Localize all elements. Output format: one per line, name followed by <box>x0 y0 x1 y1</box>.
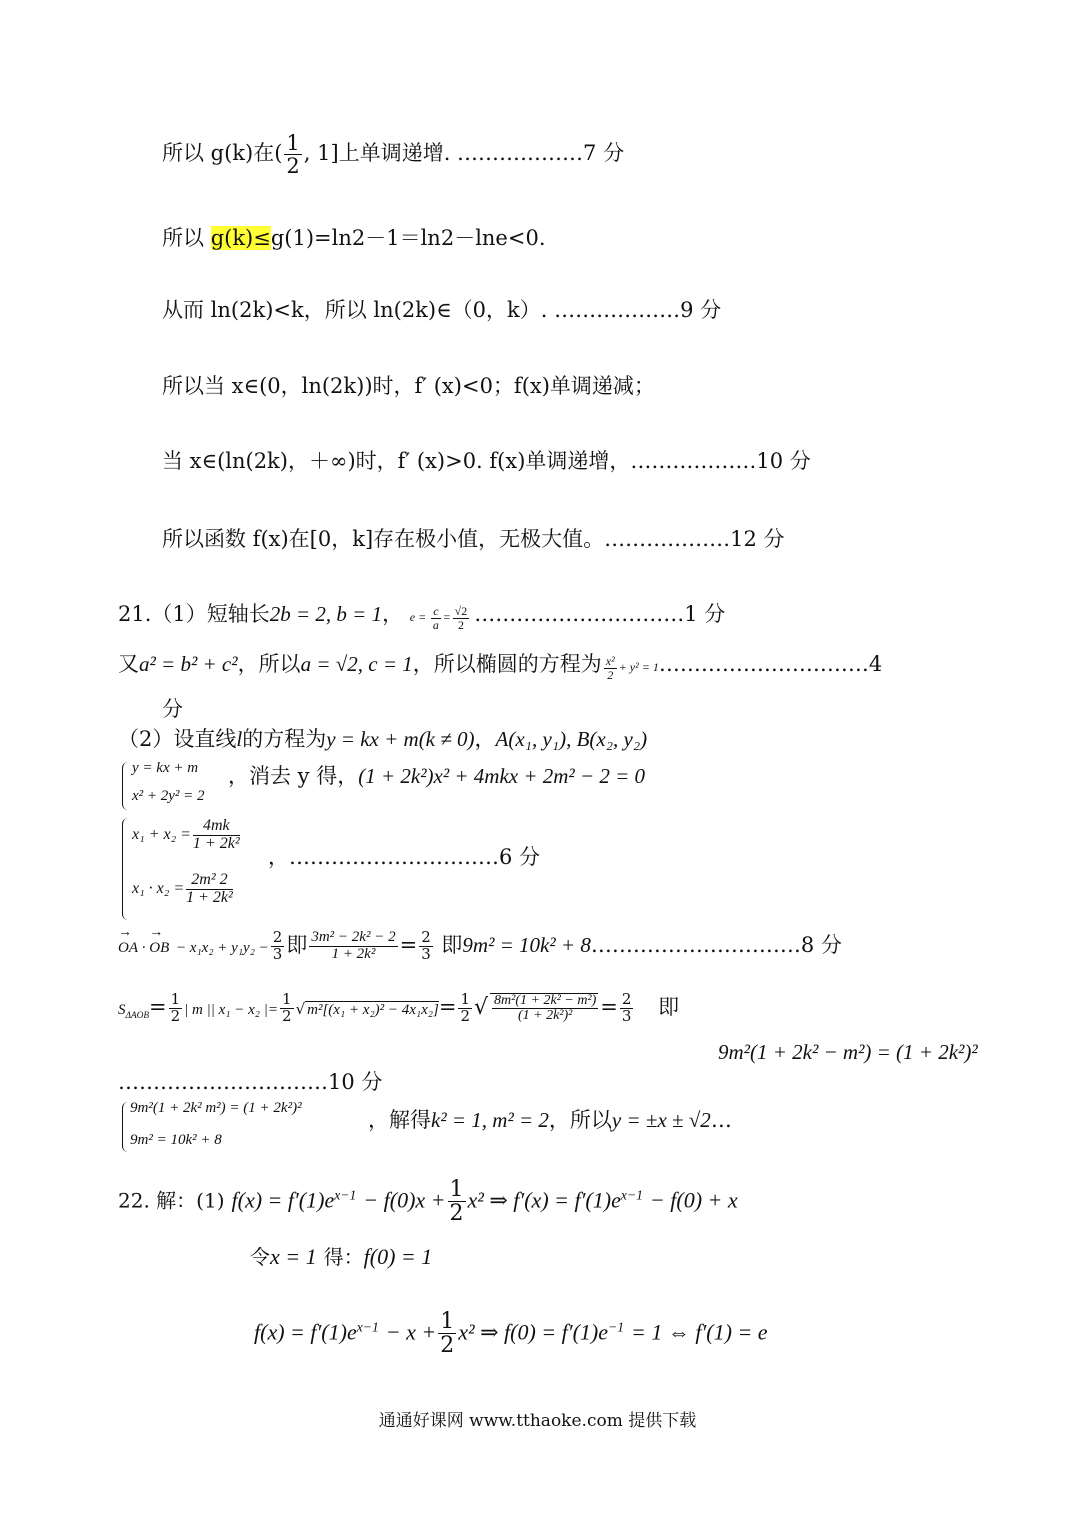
frac-num: 8m²(1 + 2k² − m²) <box>494 992 597 1008</box>
q21-math-b: 2b = 2, b = 1 <box>269 602 383 626</box>
frac-num: 3m² − 2k² − 2 <box>311 929 396 945</box>
frac-den: (1 + 2k²)² <box>517 1008 573 1024</box>
q21-part1-line2 <box>118 650 882 681</box>
q21-part1-line <box>118 600 725 631</box>
ellipse-equation <box>602 654 659 682</box>
frac-den: 1 + 2k² <box>331 945 376 962</box>
dot-mid: − x₁x₂ + y₁y₂ − <box>175 939 269 956</box>
text-line-6: 所以函数 f(x)在[0，k]存在极小值，无极大值。………………12 分 <box>162 527 785 551</box>
text: ，所以椭圆的方程为 <box>412 652 602 676</box>
frac-den: 1 + 2k² <box>186 888 233 906</box>
brace-system-2 <box>122 818 131 920</box>
frac-den: 2 <box>440 1333 455 1359</box>
eq: = <box>149 994 167 1019</box>
expr: f(x) = f′(1)e <box>254 1319 357 1345</box>
exponent: x−1 <box>620 1187 643 1203</box>
expr: = 1 ⇔ f′(1) = e <box>631 1319 768 1345</box>
e-label: e = <box>409 610 427 624</box>
score-4-cont: 分 <box>162 697 183 721</box>
ji: 即 <box>658 994 680 1019</box>
frac-den: 2 <box>460 1006 471 1025</box>
frac-den: 3 <box>421 944 431 963</box>
frac-num: 1 <box>282 990 292 1008</box>
text-line-5: 当 x∈(ln(2k)，＋∞)时，f′ (x)>0. f(x)单调递增，………………10 分 <box>162 449 811 473</box>
frac-num: 1 <box>460 990 471 1008</box>
frac-num: 2 <box>421 928 431 946</box>
root2-over-2 <box>453 605 470 631</box>
lhs: x₁ + x₂ = <box>132 825 191 843</box>
expr: f(x) = f′(1)e <box>231 1187 335 1213</box>
score-1: …………………………1 分 <box>474 602 726 626</box>
sys1-row1: y = kx + m <box>132 760 199 776</box>
sys1-result <box>228 762 645 790</box>
text-line-3: 从而 ln(2k)<k，所以 ln(2k)∈（0，k）. ………………9 分 <box>162 298 722 322</box>
text: ，所以 <box>548 1108 612 1132</box>
expr: − x + <box>385 1319 437 1345</box>
highlighted-text: g(k)≤ <box>210 226 271 250</box>
exponent: x−1 <box>356 1319 379 1335</box>
sys1-row2: x² + 2y² = 2 <box>132 788 205 804</box>
score-10: …………………………10 分 <box>118 1070 383 1094</box>
area-lhs <box>118 1001 150 1021</box>
sys3-row2: 9m² = 10k² + 8 <box>130 1132 222 1148</box>
q22-line3 <box>254 1310 768 1357</box>
sys3-result <box>368 1106 732 1134</box>
eq: = <box>399 932 418 957</box>
eccentricity-formula <box>409 604 474 632</box>
text-line-1 <box>162 132 624 177</box>
comma: ， <box>474 727 496 751</box>
expr: − f(0)x + <box>363 1187 446 1213</box>
points-ab: A(x₁, y₁), B(x₂, y₂) <box>495 727 648 751</box>
ji: 即 <box>286 932 308 957</box>
lead: （2）设直线 <box>118 727 237 751</box>
s-sub: ΔAOB <box>125 1010 150 1021</box>
abs: | m || x₁ − x₂ |= <box>184 1001 279 1018</box>
frac-num: 2 <box>621 990 632 1008</box>
oa-ob: → OA · → OB <box>118 940 169 956</box>
frac-den: 2 <box>457 617 464 632</box>
text: 令 <box>250 1245 270 1269</box>
q22-line2 <box>250 1243 432 1272</box>
score-8: …………………………8 分 <box>590 932 842 957</box>
frac-den: 1 + 2k² <box>192 834 240 852</box>
text: ，解得 <box>368 1108 431 1132</box>
text-line-2 <box>162 224 546 252</box>
x-eq-1: x = 1 <box>270 1244 317 1269</box>
text: ，消去 y 得， <box>228 764 359 788</box>
text: 得： <box>323 1245 364 1269</box>
q21-lead: 21.（1）短轴长 <box>118 602 270 626</box>
s: S <box>118 1001 126 1018</box>
frac-den: a <box>432 617 439 632</box>
frac-num: 1 <box>286 131 300 155</box>
frac-den: 2 <box>170 1006 181 1025</box>
frac-den: 2 <box>286 154 300 179</box>
frac-num: 1 <box>440 1309 455 1334</box>
expr: x² ⇒ f(0) = f′(1)e <box>458 1319 608 1345</box>
q21-part2-line <box>118 725 647 753</box>
quadratic: (1 + 2k²)x² + 4mkx + 2m² − 2 = 0 <box>358 764 646 788</box>
line1-prefix: 所以 g(k)在( <box>162 141 283 166</box>
expr: x² ⇒ f′(x) = f′(1)e <box>467 1187 621 1213</box>
f0-eq-1: f(0) = 1 <box>363 1244 433 1269</box>
exponent: x−1 <box>334 1187 357 1203</box>
exponent: −1 <box>608 1319 625 1335</box>
frac-num: 1 <box>449 1177 464 1202</box>
frac-den: 3 <box>272 944 283 963</box>
text: ，所以 <box>237 652 301 676</box>
result: 9m² = 10k² + 8 <box>462 932 591 957</box>
frac-den: 2 <box>449 1201 464 1227</box>
line1-suffix: , 1]上单调递增. ………………7 分 <box>303 141 625 166</box>
eq: = <box>600 994 618 1019</box>
area-result: 9m²(1 + 2k² − m²) = (1 + 2k²)² <box>718 1040 978 1064</box>
eq-sign: = <box>442 610 451 624</box>
vector-ob: → OB <box>149 934 169 962</box>
frac-den: 2 <box>282 1006 292 1025</box>
frac-num: 4mk <box>193 818 240 836</box>
sys3-row1: 9m²(1 + 2k² m²) = (1 + 2k²)² <box>130 1100 302 1116</box>
math-a-c: a = √2, c = 1 <box>300 652 413 676</box>
ji: 即 <box>441 932 463 957</box>
vector-oa: → OA <box>118 934 138 962</box>
lhs: x₁ · x₂ = <box>132 879 185 897</box>
line2-suffix: g(1)=ln2－1＝ln2－lne<0. <box>270 226 546 250</box>
q22-lead: 22. 解：(1) <box>118 1188 225 1213</box>
expr: − f(0) + x <box>649 1187 738 1213</box>
score-4: …………………………4 <box>658 652 883 676</box>
fraction-half <box>284 132 301 177</box>
text-line-4: 所以当 x∈(0，ln(2k))时，f′ (x)<0；f(x)单调递减； <box>162 374 655 398</box>
score-6: ，…………………………6 分 <box>268 845 541 869</box>
line-equation: y = kx + m(k ≠ 0) <box>326 727 475 751</box>
lead: 又 <box>118 652 139 676</box>
fraction-half <box>438 1310 456 1357</box>
frac-num: x² <box>605 654 615 669</box>
frac-num: c <box>433 604 439 619</box>
frac-den: 2 <box>607 667 614 682</box>
page-footer: 通通好课网 www.tthaoke.com 提供下载 <box>378 1411 697 1431</box>
q22-line1 <box>118 1178 738 1225</box>
frac-num: 2m² 2 <box>186 872 233 890</box>
line-result: y = ±x ± √2 <box>611 1108 711 1132</box>
line2-prefix: 所以 <box>162 226 211 250</box>
dot-product-line <box>118 930 842 963</box>
frac-den: 3 <box>621 1006 632 1025</box>
area-line: $S_{\Delta AOB}=$ $\frac{1}{2}$ | m || x₁ − x₂ |= $\frac{1}{2}$ √ m²[(x₁ + x₂)² − 4x₁x₂]= $\frac{1}{2}$ √ $\frac{\text{8m²(1 + 2k² − m²)}}{\text{(1 + 2k²)²}}$ = $\frac{2}{3}$ 即 <box>118 990 680 1025</box>
sqrt-content: m²[(x₁ + x₂)² − 4x₁x₂] <box>307 1001 439 1018</box>
math-abc: a² = b² + c² <box>139 652 238 676</box>
sys2-row1 <box>132 818 242 853</box>
dots: … <box>710 1108 732 1132</box>
frac-num: 1 <box>170 990 181 1008</box>
eq-rest: + y² = 1 <box>618 660 659 674</box>
frac-num: 2 <box>272 928 283 946</box>
k-m-values: k² = 1, m² = 2 <box>431 1108 549 1132</box>
eq: = <box>438 994 457 1019</box>
q21-comma: ， <box>382 602 404 626</box>
frac-num: √2 <box>454 604 468 619</box>
fraction-half <box>448 1178 466 1225</box>
sys2-row2 <box>132 872 235 907</box>
c-over-a <box>431 605 440 631</box>
line-l: l <box>236 727 243 751</box>
brace-system-1 <box>122 762 131 810</box>
text: 的方程为 <box>242 727 327 751</box>
